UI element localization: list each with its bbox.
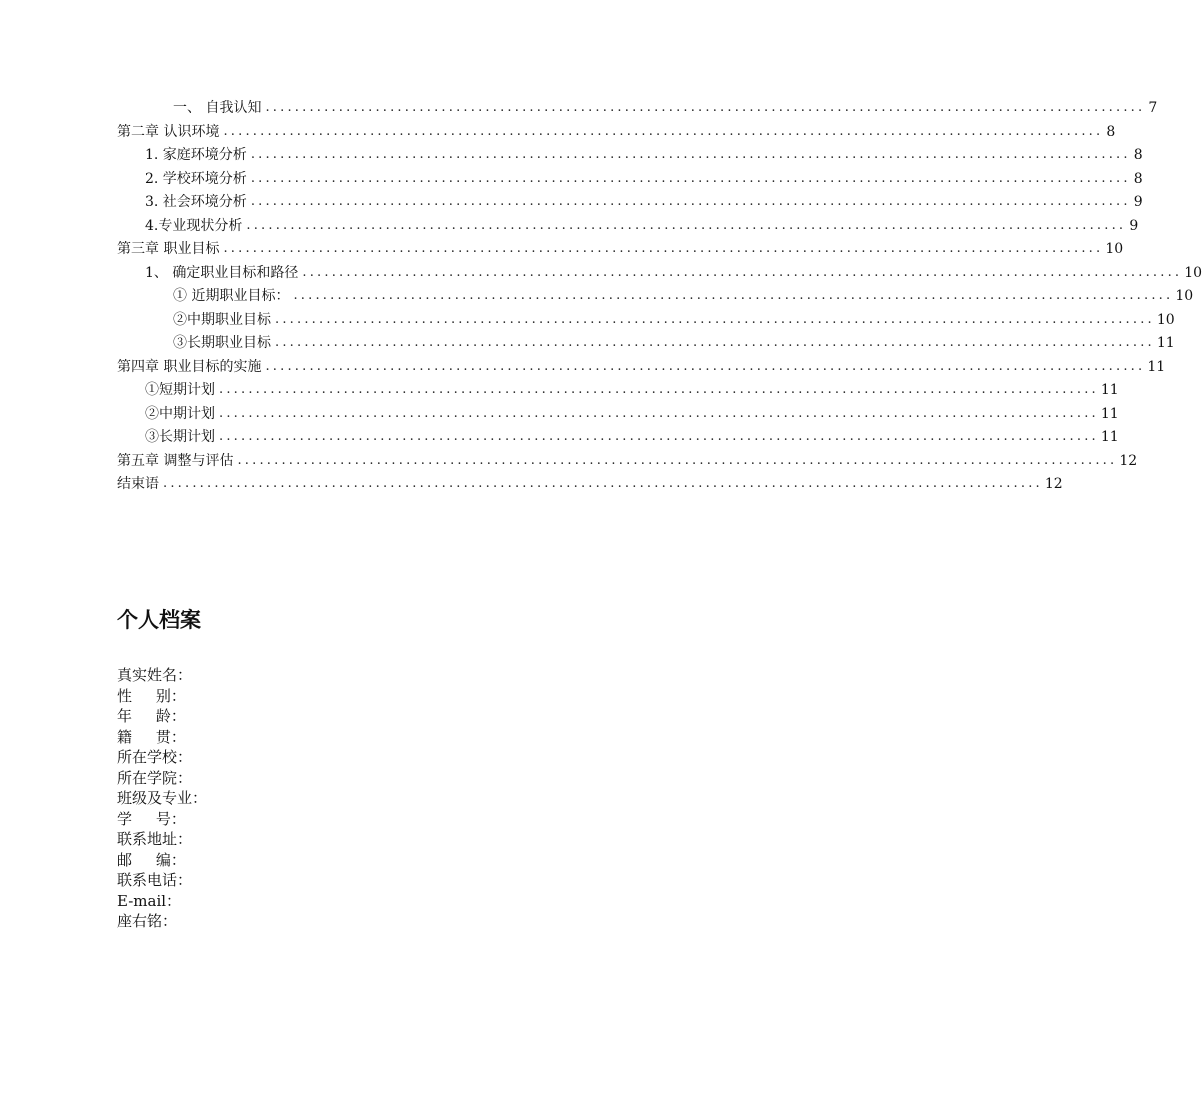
toc-entry-page: 12 [1119,452,1138,469]
toc-leader-dots: ........................................................................................................................ [219,382,1099,397]
toc-entry-page: 12 [1044,476,1063,492]
toc-entry-page: 10 [1105,241,1124,257]
toc-entry-page: 11 [1147,358,1166,375]
toc-entry[interactable] [173,330,1175,352]
toc-leader-dots: ........................................................................................................................ [237,452,1118,468]
toc-leader-dots: ........................................................................................................................ [223,123,1104,139]
toc-entry-label: 2. 学校环境分析 [145,170,247,187]
toc-entry-page: 9 [1133,194,1143,210]
toc-entry-label: ① 近期职业目标： [173,288,290,304]
toc-entry[interactable] [145,189,1143,211]
toc-leader-dots: ........................................................................................................................ [275,335,1155,350]
toc-entry[interactable] [117,236,1124,258]
toc-entry[interactable] [145,142,1143,164]
toc-entry[interactable] [145,213,1139,235]
profile-field-class-major: 班级及专业： [117,789,208,807]
toc-leader-dots: ........................................................................................................................ [265,100,1146,115]
toc-entry-page: 7 [1148,100,1158,116]
toc-leader-dots: ........................................................................................................................ [219,405,1099,421]
profile-field-school: 所在学校： [117,748,193,766]
toc-entry-page: 8 [1133,170,1143,187]
toc-leader-dots: ........................................................................................................................ [223,241,1104,256]
toc-entry-page: 8 [1133,147,1143,163]
toc-entry[interactable] [117,354,1166,376]
profile-field-email: E-mail： [117,891,182,910]
toc-entry[interactable] [173,95,1158,117]
profile-field-gender: 性 别： [117,686,186,705]
toc-leader-dots: ........................................................................................................................ [302,264,1183,280]
toc-entry[interactable] [173,283,1194,305]
profile-fields [117,665,657,932]
toc-entry-label: 第四章 职业目标的实施 [117,358,262,375]
toc-entry-label: ③长期计划 [145,429,215,445]
toc-leader-dots: ........................................................................................................................ [250,194,1131,209]
toc-leader-dots: ........................................................................................................................ [265,358,1146,374]
toc-entry[interactable] [145,260,1202,282]
profile-field-student-id: 学 号： [117,809,186,828]
toc-entry[interactable] [117,471,1063,493]
toc-entry-page: 11 [1100,382,1119,398]
toc-entry-label: 1. 家庭环境分析 [145,147,247,163]
toc-entry-label: 结束语 [117,476,159,492]
profile-field-college: 所在学院： [117,768,193,787]
toc-entry-label: ③长期职业目标 [173,335,271,351]
profile-field-postcode: 邮 编： [117,850,186,869]
toc-entry[interactable] [173,307,1175,329]
toc-leader-dots: ........................................................................................................................ [163,476,1043,491]
toc-entry-label: 第五章 调整与评估 [117,452,234,469]
toc-entry-label: ②中期职业目标 [173,311,271,328]
toc-entry-page: 10 [1184,264,1202,281]
toc-entry-page: 9 [1129,217,1139,234]
toc-entry-page: 11 [1100,429,1119,445]
profile-field-address: 联系地址： [117,830,193,848]
profile-field-age: 年 龄： [117,707,186,725]
profile-field-motto: 座右铭： [117,912,178,930]
toc-leader-dots: ........................................................................................................................ [250,147,1131,162]
toc-entry-page: 11 [1100,405,1119,422]
toc-entry-label: 第二章 认识环境 [117,123,220,140]
toc-entry-label: 第三章 职业目标 [117,241,220,257]
toc-leader-dots: ........................................................................................................................ [219,429,1099,444]
toc-entry-page: 11 [1156,335,1175,351]
profile-field-phone: 联系电话： [117,871,193,889]
profile-field-hometown: 籍 贯： [117,727,186,746]
toc-leader-dots: ........................................................................................................................ [275,311,1155,327]
toc-leader-dots: ........................................................................................................................ [246,217,1127,233]
toc-entry-label: 一、 自我认知 [173,100,262,116]
toc-entry[interactable] [117,119,1116,141]
toc-entry-page: 10 [1156,311,1175,328]
toc-entry[interactable] [145,401,1119,423]
toc-entry-page: 10 [1175,288,1194,304]
toc-entry-page: 8 [1106,123,1116,140]
toc-entry-label: 1、 确定职业目标和路径 [145,264,299,281]
toc-entry-label: 3. 社会环境分析 [145,194,247,210]
toc-entry[interactable] [145,166,1143,188]
profile-title: 个人档案 [117,608,201,632]
toc-entry[interactable] [117,448,1138,470]
toc-entry[interactable] [145,424,1119,446]
toc-entry[interactable] [145,377,1119,399]
toc-entry-label: ②中期计划 [145,405,215,422]
toc-leader-dots: ........................................................................................................................ [293,288,1174,303]
toc-leader-dots: ........................................................................................................................ [250,170,1131,186]
toc-entry-label: ①短期计划 [145,382,215,398]
toc-entry-label: 4.专业现状分析 [145,217,243,234]
profile-field-name: 真实姓名： [117,666,193,684]
